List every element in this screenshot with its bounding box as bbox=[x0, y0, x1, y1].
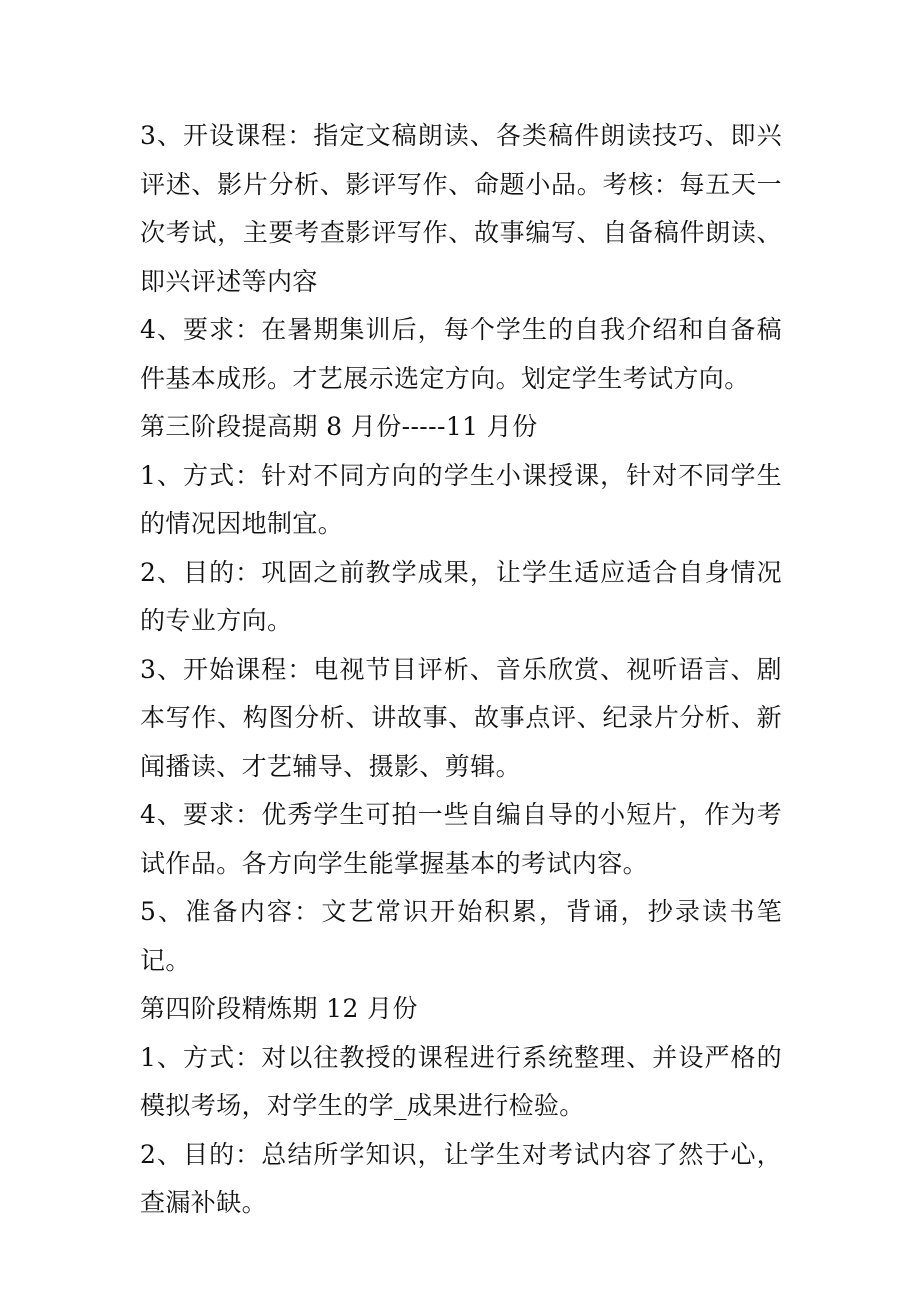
paragraph-stage-three-method: 1、方式：针对不同方向的学生小课授课，针对不同学生的情况因地制宜。 bbox=[140, 460, 782, 538]
paragraph-summer-requirements: 4、要求：在暑期集训后，每个学生的自我介绍和自备稿件基本成形。才艺展示选定方向。划定学生考试方向。 bbox=[140, 315, 782, 393]
paragraph-stage-three-requirements: 4、要求：优秀学生可拍一些自编自导的小短片，作为考试作品。各方向学生能掌握基本的考试内容。 bbox=[140, 800, 782, 878]
heading-stage-three: 第三阶段提高期 8 月份-----11 月份 bbox=[140, 412, 538, 441]
paragraph-stage-three-preparation: 5、准备内容：文艺常识开始积累，背诵，抄录读书笔记。 bbox=[140, 897, 782, 975]
paragraph-course-offering: 3、开设课程：指定文稿朗读、各类稿件朗读技巧、即兴评述、影片分析、影评写作、命题小品。考核：每五天一次考试，主要考查影评写作、故事编写、自备稿件朗读、即兴评述等内容 bbox=[140, 121, 782, 296]
paragraph-stage-four-method: 1、方式：对以往教授的课程进行系统整理、并设严格的模拟考场，对学生的学_成果进行检验。 bbox=[140, 1042, 782, 1120]
document-body bbox=[140, 112, 782, 1228]
paragraph-stage-three-courses: 3、开始课程：电视节目评析、音乐欣赏、视听语言、剧本写作、构图分析、讲故事、故事点评、纪录片分析、新闻播读、才艺辅导、摄影、剪辑。 bbox=[140, 654, 782, 781]
paragraph-stage-four-goal: 2、目的：总结所学知识，让学生对考试内容了然于心，查漏补缺。 bbox=[140, 1139, 782, 1217]
paragraph-stage-three-goal: 2、目的：巩固之前教学成果，让学生适应适合自身情况的专业方向。 bbox=[140, 557, 782, 635]
heading-stage-four: 第四阶段精炼期 12 月份 bbox=[140, 994, 418, 1023]
